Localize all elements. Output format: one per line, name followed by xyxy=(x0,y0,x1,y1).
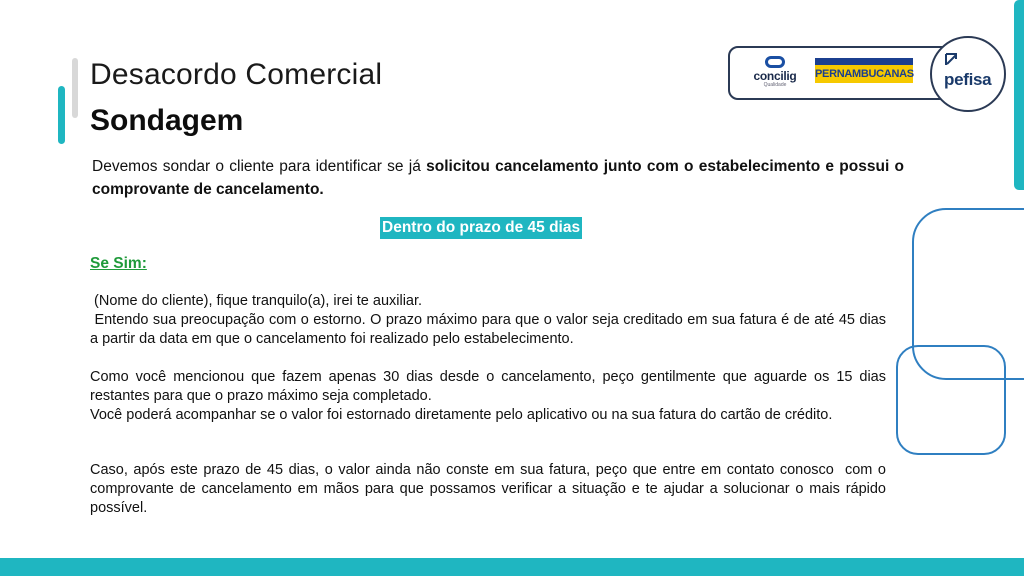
concilig-tagline: Qualidade xyxy=(763,82,787,88)
deadline-highlight: Dentro do prazo de 45 dias xyxy=(380,217,582,239)
intro-paragraph xyxy=(92,155,904,201)
paragraph-greeting: (Nome do cliente), fique tranquilo(a), irei te auxiliar. xyxy=(90,293,423,309)
bottom-accent-band xyxy=(0,558,1024,576)
paragraph-follow-up: Você poderá acompanhar se o valor foi estornado diretamente pelo aplicativo ou na sua fatura do cartão de crédito. xyxy=(90,407,833,423)
paragraph-contact-instruction: Caso, após este prazo de 45 dias, o valor ainda não conste em sua fatura, peço que entre em contato conosco com o comprovante de cancelamento em mãos para que possamos verificar a situação e te ajudar a solucionar o mais rápido possível. xyxy=(90,462,891,516)
section-label-se-sim: Se Sim: xyxy=(90,255,147,272)
concilig-ring-icon xyxy=(765,56,785,68)
paragraph-wait-request: Como você mencionou que fazem apenas 30 dias desde o cancelamento, peço gentilmente que aguarde os 15 dias restantes para que o prazo máximo seja completado. xyxy=(90,369,886,404)
pefisa-name: pefisa xyxy=(944,70,992,89)
title-accent-bar-grey xyxy=(72,58,78,118)
title-accent-bar-teal xyxy=(58,86,65,144)
intro-bold-text: solicitou cancelamento junto com o estabelecimento e possui o comprovante de cancelamento. xyxy=(92,158,904,198)
right-edge-accent-bar xyxy=(1014,0,1024,190)
pefisa-mark-icon xyxy=(944,52,960,68)
concilig-logo xyxy=(745,56,805,92)
decorative-rounded-square-small xyxy=(896,345,1006,455)
concilig-name: concilig xyxy=(753,69,797,83)
paragraph-deadline-explanation: Entendo sua preocupação com o estorno. O prazo máximo para que o valor seja creditado em sua fatura é de até 45 dias a partir da data em que o cancelamento foi realizado pelo estabelecimento. xyxy=(90,312,891,347)
slide-title: Desacordo Comercial xyxy=(90,58,383,91)
intro-plain-text: Devemos sondar o cliente para identificar se já xyxy=(92,158,427,175)
pernambucanas-stripe xyxy=(815,58,913,65)
pernambucanas-logo xyxy=(815,58,913,86)
slide-subtitle: Sondagem xyxy=(90,104,244,137)
pernambucanas-name: PERNAMBUCANAS xyxy=(815,65,913,83)
